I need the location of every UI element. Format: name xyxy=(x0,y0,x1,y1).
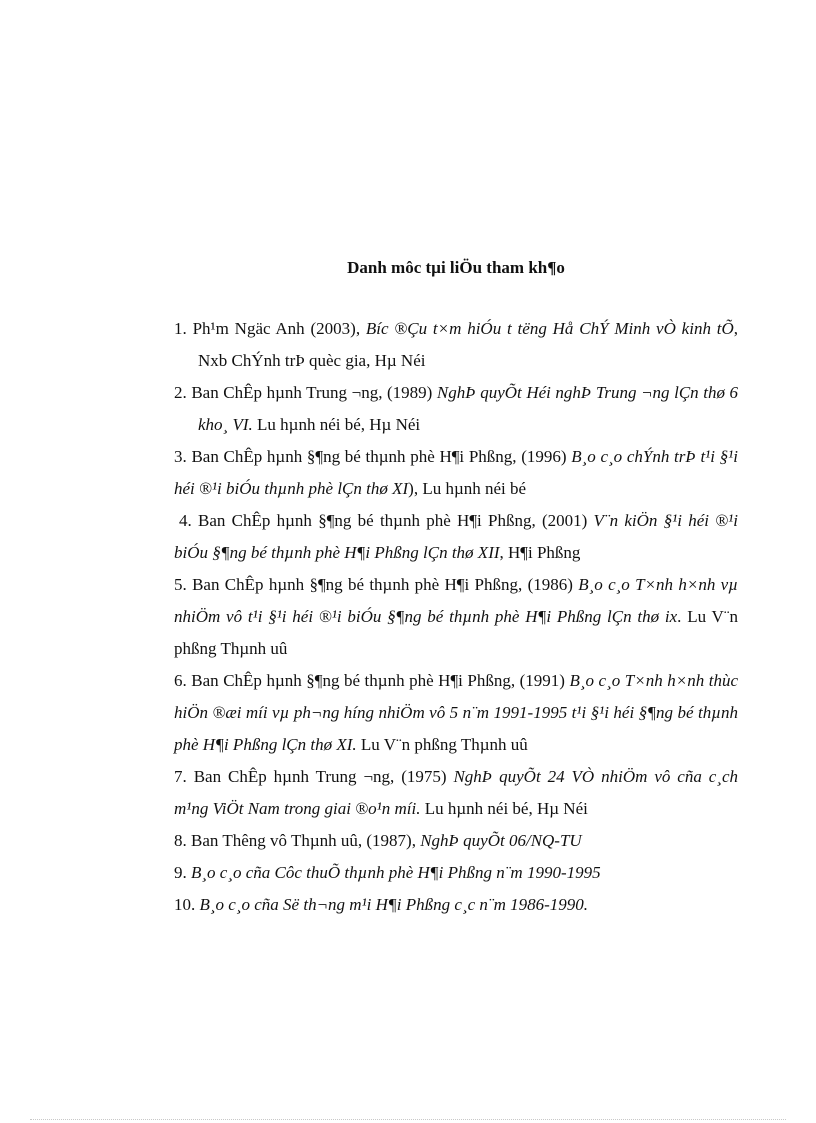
reference-number: 5. xyxy=(174,575,193,594)
reference-title: NghÞ quyÕt 06/NQ-TU xyxy=(420,831,582,850)
reference-item xyxy=(174,665,738,761)
reference-number: 3. xyxy=(174,447,192,466)
reference-author: Ban ChÊp hµnh Trung ¬ng, (1989) xyxy=(191,383,437,402)
reference-title: B¸o c¸o T×nh h×nh thùc hiÖn ®æi míi vµ ph¬ng híng nhiÖm vô 5 n¨m 1991-1995 t¹i §¹i héi §¶ng bé thµnh phè H¶i Phßng lÇn thø XI. xyxy=(174,671,739,754)
reference-author: Ban ChÊp hµnh §¶ng bé thµnh phè H¶i Phßng, (1986) xyxy=(192,575,579,594)
reference-number: 7. xyxy=(174,767,194,786)
reference-number: 4. xyxy=(179,511,199,530)
reference-publisher: . Lu V¨n phßng Thµnh uû xyxy=(174,607,738,658)
reference-number: 1. xyxy=(174,319,193,338)
reference-item xyxy=(174,569,738,665)
reference-publisher: Lu V¨n phßng Thµnh uû xyxy=(356,735,528,754)
reference-author: Ban ChÊp hµnh §¶ng bé thµnh phè H¶i Phßng, (1991) xyxy=(191,671,570,690)
reference-title: B¸o c¸o T×nh h×nh vµ nhiÖm vô t¹i §¹i héi ®¹i biÓu §¶ng bé thµnh phè H¶i Phßng lÇn thø ix xyxy=(174,575,739,626)
reference-item xyxy=(174,313,738,377)
reference-publisher: , H¶i Phßng xyxy=(499,543,581,562)
reference-item xyxy=(174,857,738,889)
reference-author: Ban ChÊp hµnh §¶ng bé thµnh phè H¶i Phßng, (1996) xyxy=(191,447,572,466)
reference-title: Bíc ®Çu t×m hiÓu t tëng Hå ChÝ Minh vÒ kinh tÕ xyxy=(365,319,734,338)
reference-publisher: Lu hµnh néi bé, Hµ Néi xyxy=(252,415,421,434)
reference-publisher: , Nxb ChÝnh trÞ quèc gia, Hµ Néi xyxy=(198,319,739,370)
reference-item xyxy=(174,377,738,441)
reference-title: B¸o c¸o chÝnh trÞ t¹i §¹i héi ®¹i biÓu thµnh phè lÇn thø XI xyxy=(174,447,738,498)
reference-title: NghÞ quyÕt 24 VÒ nhiÖm vô cña c¸ch m¹ng ViÖt Nam trong giai ®o¹n míi. xyxy=(174,767,739,818)
reference-number: 6. xyxy=(174,671,192,690)
reference-item xyxy=(174,441,738,505)
reference-title: V¨n kiÖn §¹i héi ®¹i biÓu §¶ng bé thµnh phè H¶i Phßng lÇn thø XII xyxy=(174,511,738,562)
page-bottom-divider xyxy=(30,1119,786,1120)
reference-author: Ban ChÊp hµnh Trung ¬ng, (1975) xyxy=(193,767,454,786)
reference-author: Ban ChÊp hµnh §¶ng bé thµnh phè H¶i Phßng, (2001) xyxy=(198,511,594,530)
reference-item xyxy=(174,505,738,569)
reference-author: Ph¹m Ngäc Anh (2003), xyxy=(192,319,366,338)
reference-number: 10. xyxy=(174,895,200,914)
reference-item xyxy=(174,761,738,825)
reference-title: NghÞ quyÕt Héi nghÞ Trung ¬ng lÇn thø 6 kho¸ VI. xyxy=(198,383,739,434)
reference-number: 8. xyxy=(174,831,191,850)
reference-publisher: ), Lu hµnh néi bé xyxy=(408,479,527,498)
reference-item xyxy=(174,825,738,857)
page-title: Danh môc tµi liÖu tham kh¶o xyxy=(347,258,565,277)
reference-number: 2. xyxy=(174,383,192,402)
reference-number: 9. xyxy=(174,863,191,882)
reference-author: Ban Thêng vô Thµnh uû, (1987), xyxy=(191,831,421,850)
reference-list xyxy=(174,313,738,921)
reference-title: B¸o c¸o cña Së th¬ng m¹i H¶i Phßng c¸c n¨m 1986-1990. xyxy=(199,895,589,914)
reference-publisher: Lu hµnh néi bé, Hµ Néi xyxy=(420,799,588,818)
reference-item xyxy=(174,889,738,921)
reference-title: B¸o c¸o cña Côc thuÕ thµnh phè H¶i Phßng n¨m 1990-1995 xyxy=(191,863,601,882)
